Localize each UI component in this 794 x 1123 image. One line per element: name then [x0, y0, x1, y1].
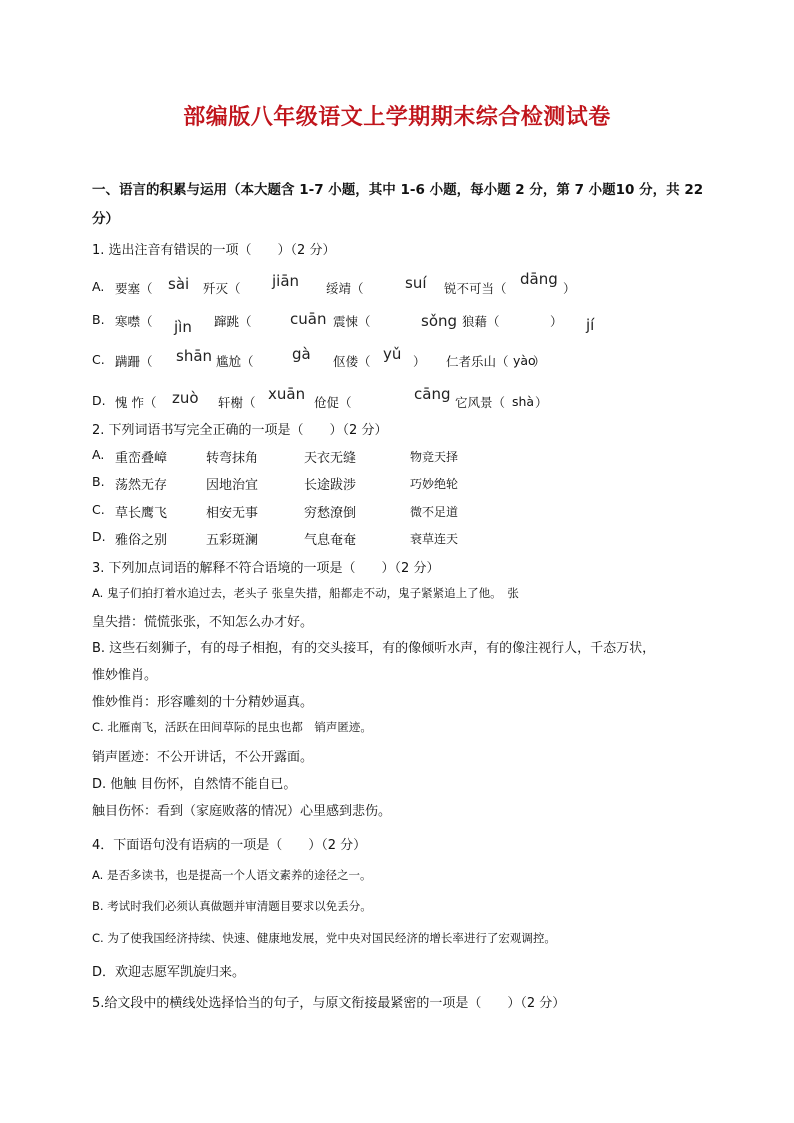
q1-a-pinyin3: suí	[405, 274, 427, 292]
section-heading: 一、语言的积累与运用（本大题含 1-7 小题，其中 1-6 小题，每小题 2 分，第 7 小题10 分，共 22	[92, 182, 704, 198]
q1-a-word3: 绥靖（	[326, 281, 364, 296]
q2-c-c3: 穷愁潦倒	[304, 506, 357, 521]
q1-d-word3: 伧促（	[314, 395, 352, 410]
question-3-stem: 3. 下列加点词语的解释不符合语境的一项是（ ）（2 分）	[92, 561, 440, 576]
q1-b-pinyin4: jí	[586, 316, 595, 334]
q1-option-c-label: C.	[92, 352, 105, 367]
q3-option-b: B. 这些石刻狮子，有的母子相抱，有的交头接耳，有的像倾听水声，有的像注视行人，千态万状，	[92, 641, 656, 656]
q4-option-b: B. 考试时我们必须认真做题并审清题目要求以免丢分。	[92, 899, 372, 913]
q3-option-b-def: 惟妙惟肖：形容雕刻的十分精妙逼真。	[92, 695, 314, 710]
q1-a-word4: 锐不可当（	[444, 281, 507, 296]
q4-option-d: D．欢迎志愿军凯旋归来。	[92, 965, 246, 980]
q1-a-pinyin1: sài	[168, 275, 190, 293]
q1-c-pinyin3: yǔ	[383, 345, 402, 363]
q1-d-pinyin4: shà	[512, 394, 535, 409]
q3-option-b-cont: 惟妙惟肖。	[92, 668, 158, 683]
q2-d-c2: 五彩斑澜	[206, 533, 259, 548]
q3-option-d-def: 触目伤怀：看到（家庭败落的情况）心里感到悲伤。	[92, 804, 392, 819]
q1-b-word4: 狼藉（	[462, 314, 500, 329]
q2-b-c1: 荡然无存	[115, 478, 168, 493]
question-4-stem: 4．下面语句没有语病的一项是（ ）（2 分）	[92, 838, 367, 853]
q2-c-c2: 相安无事	[206, 506, 259, 521]
q2-option-d-label: D.	[92, 529, 106, 544]
q1-b-word2: 蹿跳（	[214, 314, 252, 329]
q3-option-c-def: 销声匿迹：不公开讲话，不公开露面。	[92, 750, 314, 765]
q1-c-word2: 尴尬（	[216, 354, 254, 369]
question-2-stem: 2. 下列词语书写完全正确的一项是（ ）（2 分）	[92, 423, 388, 438]
q1-b-pinyin2: cuān	[290, 310, 327, 328]
q1-a-close: ）	[563, 281, 576, 296]
q4-option-a: A. 是否多读书，也是提高一个人语文素养的途径之一。	[92, 868, 372, 882]
q1-d-pinyin2: xuān	[268, 385, 306, 403]
q2-b-c2: 因地治宜	[206, 478, 259, 493]
q4-option-c: C. 为了使我国经济持续、快速、健康地发展，党中央对国民经济的增长率进行了宏观调控。	[92, 931, 556, 945]
q1-d-word4: 它风景（	[455, 395, 506, 410]
q2-b-c3: 长途跋涉	[304, 478, 357, 493]
question-1-stem: 1. 选出注音有错误的一项（ ）（2 分）	[92, 243, 336, 258]
q2-c-c4: 微不足道	[410, 505, 459, 519]
q1-c-pinyin1: shān	[176, 347, 213, 365]
q1-c-pinyin5: yào	[513, 353, 536, 368]
q1-d-word1: 愧 怍（	[115, 395, 157, 410]
q1-c-close-paren: ）	[413, 354, 426, 369]
q1-b-word3: 震悚（	[333, 314, 371, 329]
q1-a-pinyin4: dāng	[520, 270, 558, 288]
q1-d-pinyin1: zuò	[172, 389, 199, 407]
q2-d-c4: 衰草连天	[410, 532, 459, 546]
q2-a-c1: 重峦叠嶂	[115, 451, 168, 466]
q1-c-word1: 蹒跚（	[115, 354, 153, 369]
q2-a-c4: 物竞天择	[410, 450, 459, 464]
q1-b-pinyin3: sǒng	[421, 312, 458, 330]
q1-c-word3: 伛偻（	[333, 354, 371, 369]
q2-c-c1: 草长鹰飞	[115, 506, 168, 521]
q3-option-a: A. 鬼子们拍打着水追过去，老头子 张皇失措，船都走不动，鬼子紧紧追上了他。 张	[92, 586, 519, 600]
q3-option-c: C. 北雁南飞，活跃在田间草际的昆虫也都 销声匿迹。	[92, 720, 372, 734]
q1-c-pinyin2: gà	[292, 345, 311, 363]
q2-a-c2: 转弯抹角	[206, 451, 259, 466]
q1-c-word5: 仁者乐山（	[446, 354, 509, 369]
q1-a-pinyin2: jiān	[272, 272, 300, 290]
q1-c-close: ）	[533, 354, 546, 369]
q1-option-b-label: B.	[92, 312, 105, 327]
q2-d-c3: 气息奄奄	[304, 533, 357, 548]
q3-option-a-cont: 皇失措：慌慌张张，不知怎么办才好。	[92, 615, 314, 630]
q1-d-close: ）	[535, 395, 548, 410]
question-5-stem: 5.给文段中的横线处选择恰当的句子，与原文衔接最紧密的一项是（ ）（2 分）	[92, 996, 566, 1011]
q1-d-word2: 轩榭（	[218, 395, 256, 410]
page-title: 部编版八年级语文上学期期末综合检测试卷	[183, 104, 611, 130]
section-heading-cont: 分）	[92, 211, 119, 227]
q1-option-d-label: D.	[92, 393, 106, 408]
q2-option-b-label: B.	[92, 474, 105, 489]
q1-a-word1: 要塞（	[115, 281, 153, 296]
q1-d-pinyin3: cāng	[414, 385, 451, 403]
q1-b-word1: 寒噤（	[115, 314, 153, 329]
q1-b-close: ）	[550, 314, 563, 329]
q1-option-a-label: A.	[92, 279, 105, 294]
q2-option-a-label: A.	[92, 447, 105, 462]
q2-d-c1: 雅俗之别	[115, 533, 168, 548]
q3-option-d: D. 他触 目伤怀，自然情不能自已。	[92, 777, 297, 792]
q2-option-c-label: C.	[92, 502, 105, 517]
q2-b-c4: 巧妙绝轮	[410, 477, 459, 491]
q1-a-word2: 歼灭（	[203, 281, 241, 296]
q1-b-pinyin1: jìn	[174, 318, 192, 336]
q2-a-c3: 天衣无缝	[304, 451, 357, 466]
